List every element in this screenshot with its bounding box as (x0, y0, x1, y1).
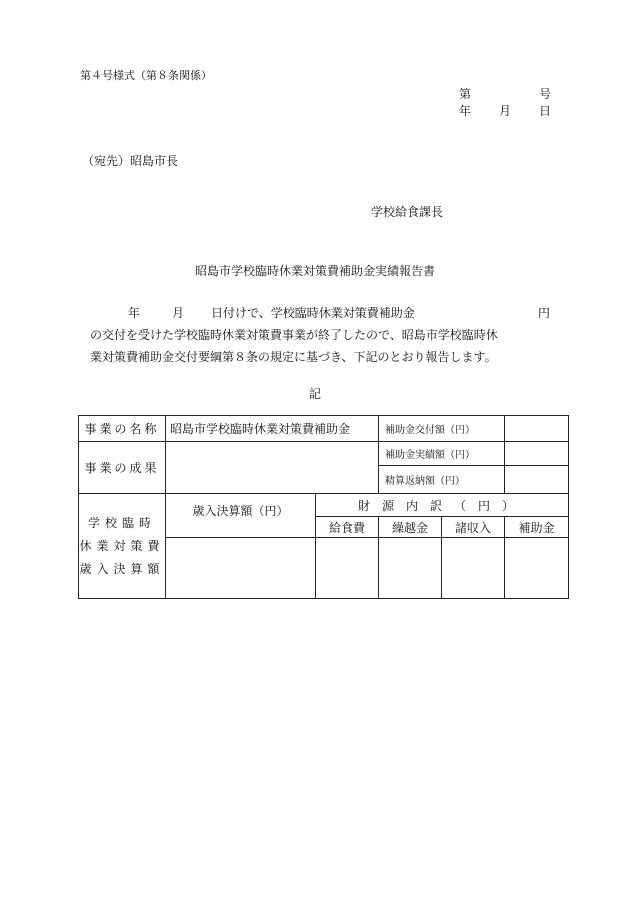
subsidy-value (505, 538, 569, 599)
body-line-3: 業対策費補助金交付要綱第８条の規定に基づき、下記のとおり報告します。 (90, 350, 497, 364)
col-misc-income: 諸収入 (442, 517, 505, 538)
report-table (78, 415, 569, 599)
project-result-label: 事業の成果 (79, 442, 166, 494)
refund-amount-label: 精算返納額（円） (379, 466, 505, 494)
refund-amount-value (505, 466, 569, 494)
col-carryover: 繰越金 (379, 517, 442, 538)
ki-heading: 記 (308, 387, 321, 401)
section-label-line-2: 休業対策費 (79, 538, 165, 553)
body-yen: 円 (538, 306, 551, 320)
grant-amount-value (505, 416, 569, 442)
project-name-value: 昭島市学校臨時休業対策費補助金 (166, 416, 379, 442)
project-result-value (166, 442, 379, 494)
project-name-label: 事業の名称 (79, 416, 166, 442)
col-school-lunch: 給食費 (316, 517, 379, 538)
grant-amount-label: 補助金交付額（円） (379, 416, 505, 442)
actual-amount-label: 補助金実績額（円） (379, 442, 505, 466)
body-line1-text: 日付けで、学校臨時休業対策費補助金 (211, 306, 415, 320)
date-year: 年 (459, 104, 472, 118)
revenue-value (166, 538, 316, 599)
body-line-2: の交付を受けた学校臨時休業対策費事業が終了したので、昭島市学校臨時休 (90, 328, 498, 342)
section-label-line-3: 歳入決算額 (79, 561, 165, 576)
actual-amount-value (505, 442, 569, 466)
form-number-label: 第４号様式（第８条関係） (80, 69, 212, 82)
number-prefix: 第 (459, 87, 472, 101)
date-day: 日 (539, 104, 552, 118)
carryover-value (379, 538, 442, 599)
document-title: 昭島市学校臨時休業対策費補助金実績報告書 (194, 264, 435, 278)
col-subsidy: 補助金 (505, 517, 569, 538)
revenue-header: 歳入決算額（円） (166, 494, 316, 538)
body-month: 月 (172, 306, 185, 320)
breakdown-header: 財源内訳（円） (316, 494, 569, 517)
section-label-line-1: 学校臨時 (87, 515, 156, 530)
body-year: 年 (128, 306, 141, 320)
date-month: 月 (499, 104, 512, 118)
school-lunch-value (316, 538, 379, 599)
sender: 学校給食課長 (371, 205, 444, 219)
addressee: （宛先）昭島市長 (82, 154, 179, 168)
section-label (79, 494, 166, 599)
number-suffix: 号 (539, 87, 552, 101)
misc-income-value (442, 538, 505, 599)
